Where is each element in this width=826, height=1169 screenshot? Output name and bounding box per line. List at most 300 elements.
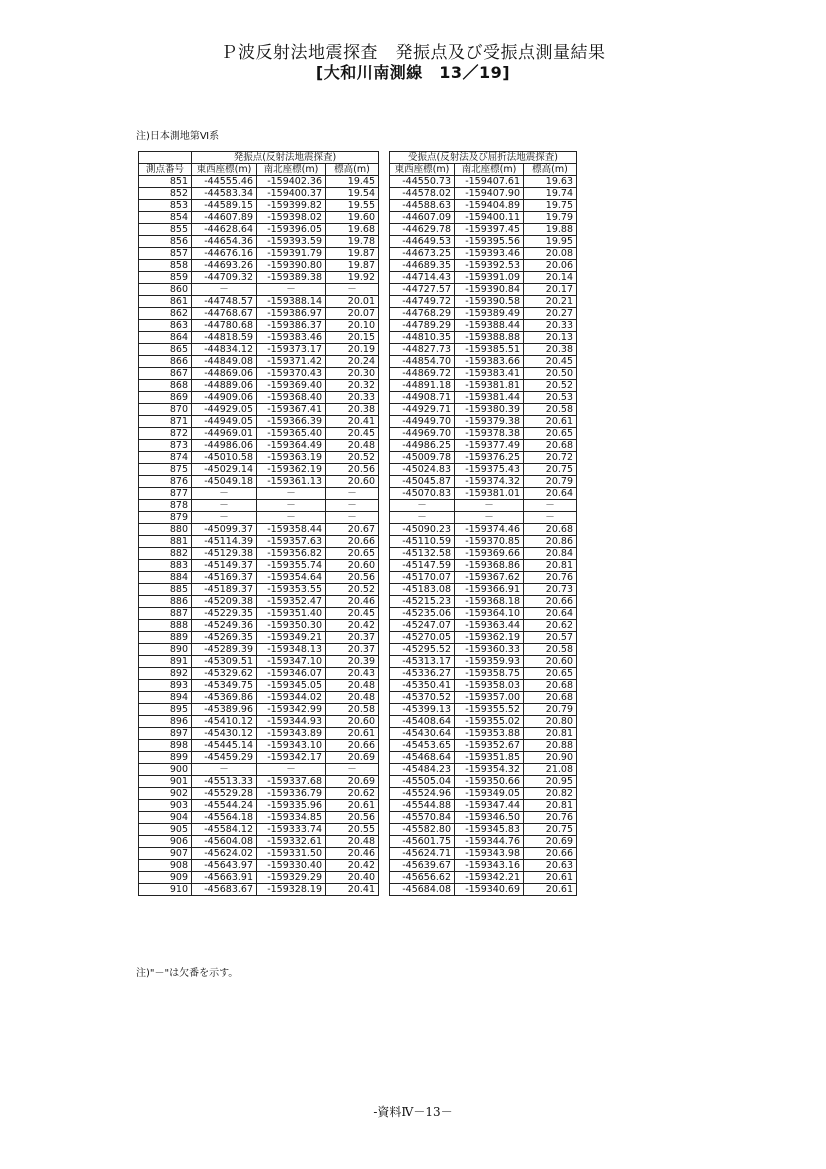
station-no-cell: 886 [139, 596, 192, 608]
source-northing-cell: -159337.68 [257, 776, 326, 788]
receiver-easting-cell: -44929.71 [390, 404, 455, 416]
column-gap [379, 572, 390, 584]
column-gap [379, 692, 390, 704]
source-elevation-cell: 20.33 [326, 392, 379, 404]
receiver-elevation-cell: 20.68 [524, 692, 577, 704]
column-gap [379, 836, 390, 848]
receiver-elevation-cell: 20.79 [524, 476, 577, 488]
column-gap [379, 584, 390, 596]
receiver-easting-cell: -44550.73 [390, 176, 455, 188]
source-elevation-cell: 20.52 [326, 452, 379, 464]
source-northing-cell: -159329.29 [257, 872, 326, 884]
receiver-northing-cell: -159378.38 [455, 428, 524, 440]
source-easting-cell: -45349.75 [192, 680, 257, 692]
column-gap [379, 188, 390, 200]
receiver-northing-cell: -159344.76 [455, 836, 524, 848]
source-easting-cell: -45624.02 [192, 848, 257, 860]
receiver-easting-cell: -45350.41 [390, 680, 455, 692]
source-northing-cell: -159370.43 [257, 368, 326, 380]
receiver-northing-cell: -159352.67 [455, 740, 524, 752]
source-northing-cell: -159350.30 [257, 620, 326, 632]
receiver-northing-cell: － [455, 512, 524, 524]
source-elevation-cell: 19.55 [326, 200, 379, 212]
station-no-cell: 869 [139, 392, 192, 404]
receiver-easting-cell: -44908.71 [390, 392, 455, 404]
source-easting-cell: -45564.18 [192, 812, 257, 824]
source-northing-cell: -159369.40 [257, 380, 326, 392]
source-elevation-cell: 20.39 [326, 656, 379, 668]
column-gap [379, 644, 390, 656]
station-no-cell: 907 [139, 848, 192, 860]
page-subtitle: [大和川南測線 13／19] [315, 63, 511, 82]
column-gap [379, 224, 390, 236]
source-northing-cell: -159332.61 [257, 836, 326, 848]
station-no-cell: 853 [139, 200, 192, 212]
table-row [139, 632, 577, 644]
receiver-elevation-cell: 20.62 [524, 620, 577, 632]
source-northing-cell: -159371.42 [257, 356, 326, 368]
station-no-cell: 852 [139, 188, 192, 200]
receiver-northing-cell: -159374.46 [455, 524, 524, 536]
receiver-elevation-cell: 20.61 [524, 416, 577, 428]
receiver-elevation-cell: 20.88 [524, 740, 577, 752]
station-no-cell: 858 [139, 260, 192, 272]
source-easting-cell: -44986.06 [192, 440, 257, 452]
receiver-northing-cell: -159360.33 [455, 644, 524, 656]
receiver-elevation-cell: 20.27 [524, 308, 577, 320]
receiver-easting-cell: -44588.63 [390, 200, 455, 212]
receiver-easting-cell: -45430.64 [390, 728, 455, 740]
source-northing-cell: -159346.07 [257, 668, 326, 680]
source-elevation-cell: 20.52 [326, 584, 379, 596]
station-no-cell: 900 [139, 764, 192, 776]
receiver-easting-cell: -45183.08 [390, 584, 455, 596]
source-easting-cell: -44909.06 [192, 392, 257, 404]
station-no-cell: 855 [139, 224, 192, 236]
receiver-northing-cell: -159368.86 [455, 560, 524, 572]
receiver-northing-cell: -159347.44 [455, 800, 524, 812]
station-no-cell: 902 [139, 788, 192, 800]
column-header-station-no: 測点番号 [139, 164, 192, 176]
source-northing-cell: -159388.14 [257, 296, 326, 308]
receiver-elevation-cell: 20.52 [524, 380, 577, 392]
receiver-elevation-cell: 20.61 [524, 884, 577, 896]
receiver-elevation-cell: 20.57 [524, 632, 577, 644]
table-row [139, 644, 577, 656]
receiver-easting-cell: -44673.25 [390, 248, 455, 260]
receiver-elevation-cell: 20.58 [524, 644, 577, 656]
source-northing-cell: -159358.44 [257, 524, 326, 536]
column-gap [379, 668, 390, 680]
station-no-cell: 891 [139, 656, 192, 668]
receiver-easting-cell: -45024.83 [390, 464, 455, 476]
receiver-easting-cell: -44827.73 [390, 344, 455, 356]
receiver-northing-cell: -159381.81 [455, 380, 524, 392]
receiver-easting-cell: -45247.07 [390, 620, 455, 632]
table-row [139, 692, 577, 704]
receiver-northing-cell: -159345.83 [455, 824, 524, 836]
source-easting-cell: -44555.46 [192, 176, 257, 188]
source-northing-cell: -159366.39 [257, 416, 326, 428]
source-northing-cell: -159335.96 [257, 800, 326, 812]
table-row [139, 176, 577, 188]
column-gap [379, 260, 390, 272]
source-elevation-cell: 20.60 [326, 476, 379, 488]
receiver-northing-cell: -159381.01 [455, 488, 524, 500]
source-northing-cell: － [257, 764, 326, 776]
receiver-northing-cell: -159375.43 [455, 464, 524, 476]
source-easting-cell: -44834.12 [192, 344, 257, 356]
column-header-source-elevation: 標高(m) [326, 164, 379, 176]
station-no-cell: 904 [139, 812, 192, 824]
receiver-elevation-cell: 20.75 [524, 824, 577, 836]
receiver-northing-cell: -159346.50 [455, 812, 524, 824]
column-header-receiver-easting: 東西座標(m) [390, 164, 455, 176]
receiver-easting-cell: -45090.23 [390, 524, 455, 536]
table-row [139, 224, 577, 236]
source-northing-cell: -159345.05 [257, 680, 326, 692]
page-title: Ｐ波反射法地震探査 発振点及び受振点測量結果 [220, 43, 606, 63]
receiver-easting-cell: -45235.06 [390, 608, 455, 620]
source-elevation-cell: 19.78 [326, 236, 379, 248]
receiver-northing-cell: -159343.98 [455, 848, 524, 860]
column-gap [379, 788, 390, 800]
receiver-easting-cell: -45524.96 [390, 788, 455, 800]
station-no-cell: 859 [139, 272, 192, 284]
receiver-elevation-cell: 20.73 [524, 584, 577, 596]
receiver-northing-cell: -159351.85 [455, 752, 524, 764]
receiver-northing-cell: -159407.61 [455, 176, 524, 188]
source-elevation-cell: 20.69 [326, 752, 379, 764]
table-row [139, 356, 577, 368]
receiver-elevation-cell: 20.53 [524, 392, 577, 404]
source-easting-cell: -45445.14 [192, 740, 257, 752]
station-no-cell: 901 [139, 776, 192, 788]
table-row [139, 452, 577, 464]
table-row [139, 248, 577, 260]
receiver-easting-cell: -45110.59 [390, 536, 455, 548]
column-gap [379, 368, 390, 380]
receiver-easting-cell: -45484.23 [390, 764, 455, 776]
table-row [139, 440, 577, 452]
receiver-northing-cell: -159354.32 [455, 764, 524, 776]
column-gap [379, 176, 390, 188]
source-northing-cell: -159352.47 [257, 596, 326, 608]
source-northing-cell: -159396.05 [257, 224, 326, 236]
receiver-northing-cell: -159385.51 [455, 344, 524, 356]
table-row [139, 212, 577, 224]
receiver-northing-cell: -159366.91 [455, 584, 524, 596]
survey-results-table [138, 151, 577, 896]
column-gap [379, 428, 390, 440]
receiver-northing-cell: -159390.58 [455, 296, 524, 308]
source-easting-cell: -45683.67 [192, 884, 257, 896]
column-gap [379, 776, 390, 788]
source-elevation-cell: 20.37 [326, 644, 379, 656]
source-northing-cell: -159347.10 [257, 656, 326, 668]
table-row [139, 584, 577, 596]
table-row [139, 236, 577, 248]
source-northing-cell: -159344.02 [257, 692, 326, 704]
receiver-northing-cell: -159370.85 [455, 536, 524, 548]
receiver-elevation-cell: 19.63 [524, 176, 577, 188]
source-northing-cell: -159357.63 [257, 536, 326, 548]
receiver-elevation-cell: 20.82 [524, 788, 577, 800]
source-elevation-cell: － [326, 488, 379, 500]
source-easting-cell: -44949.05 [192, 416, 257, 428]
source-northing-cell: -159393.59 [257, 236, 326, 248]
table-row [139, 740, 577, 752]
receiver-easting-cell: -44986.25 [390, 440, 455, 452]
source-easting-cell: -44929.05 [192, 404, 257, 416]
column-gap [379, 380, 390, 392]
source-northing-cell: -159364.49 [257, 440, 326, 452]
receiver-northing-cell: -159368.18 [455, 596, 524, 608]
source-elevation-cell: 20.48 [326, 692, 379, 704]
table-row [139, 284, 577, 296]
station-no-cell: 893 [139, 680, 192, 692]
table-row [139, 404, 577, 416]
station-no-cell: 896 [139, 716, 192, 728]
column-gap [379, 848, 390, 860]
station-no-cell: 889 [139, 632, 192, 644]
source-northing-cell: -159391.79 [257, 248, 326, 260]
table-row [139, 716, 577, 728]
receiver-northing-cell: -159357.00 [455, 692, 524, 704]
receiver-northing-cell: -159355.02 [455, 716, 524, 728]
receiver-elevation-cell: 20.75 [524, 464, 577, 476]
station-no-cell: 892 [139, 668, 192, 680]
column-gap [379, 704, 390, 716]
source-easting-cell: -45309.51 [192, 656, 257, 668]
receiver-northing-cell: -159362.19 [455, 632, 524, 644]
source-northing-cell: － [257, 488, 326, 500]
receiver-elevation-cell: － [524, 500, 577, 512]
table-row [139, 788, 577, 800]
receiver-easting-cell: -45170.07 [390, 572, 455, 584]
column-gap [379, 320, 390, 332]
source-elevation-cell: 20.62 [326, 788, 379, 800]
source-northing-cell: -159351.40 [257, 608, 326, 620]
source-northing-cell: -159342.99 [257, 704, 326, 716]
source-easting-cell: -45604.08 [192, 836, 257, 848]
source-northing-cell: -159354.64 [257, 572, 326, 584]
table-row [139, 524, 577, 536]
receiver-elevation-cell: 20.08 [524, 248, 577, 260]
source-northing-cell: -159343.10 [257, 740, 326, 752]
source-elevation-cell: 20.65 [326, 548, 379, 560]
column-gap [379, 812, 390, 824]
receiver-elevation-cell: 19.74 [524, 188, 577, 200]
station-no-cell: 881 [139, 536, 192, 548]
column-gap [379, 296, 390, 308]
source-northing-cell: -159343.89 [257, 728, 326, 740]
source-northing-cell: -159331.50 [257, 848, 326, 860]
receiver-easting-cell: -45215.23 [390, 596, 455, 608]
source-elevation-cell: 19.92 [326, 272, 379, 284]
column-gap [379, 800, 390, 812]
source-elevation-cell: 20.42 [326, 620, 379, 632]
station-no-cell: 874 [139, 452, 192, 464]
table-row [139, 560, 577, 572]
source-easting-cell: -44818.59 [192, 332, 257, 344]
receiver-easting-cell: -44969.70 [390, 428, 455, 440]
station-no-cell: 862 [139, 308, 192, 320]
source-elevation-cell: 20.60 [326, 716, 379, 728]
source-elevation-cell: 20.24 [326, 356, 379, 368]
table-row [139, 824, 577, 836]
receiver-northing-cell: -159395.56 [455, 236, 524, 248]
column-gap [379, 440, 390, 452]
receiver-elevation-cell: 20.45 [524, 356, 577, 368]
source-easting-cell: -45369.86 [192, 692, 257, 704]
source-northing-cell: － [257, 284, 326, 296]
source-northing-cell: -159363.19 [257, 452, 326, 464]
source-northing-cell: -159373.17 [257, 344, 326, 356]
receiver-northing-cell: -159407.90 [455, 188, 524, 200]
source-easting-cell: － [192, 764, 257, 776]
receiver-easting-cell: -45399.13 [390, 704, 455, 716]
source-elevation-cell: 20.10 [326, 320, 379, 332]
datum-note: 注)日本測地第Ⅵ系 [136, 131, 220, 142]
receiver-elevation-cell: 20.21 [524, 296, 577, 308]
station-no-cell: 878 [139, 500, 192, 512]
receiver-easting-cell: -45601.75 [390, 836, 455, 848]
receiver-northing-cell: -159380.39 [455, 404, 524, 416]
column-gap [379, 524, 390, 536]
receiver-easting-cell: -45453.65 [390, 740, 455, 752]
receiver-elevation-cell: 20.79 [524, 704, 577, 716]
receiver-easting-cell: -45045.87 [390, 476, 455, 488]
station-no-cell: 861 [139, 296, 192, 308]
receiver-elevation-cell: － [524, 512, 577, 524]
receiver-easting-cell: -45684.08 [390, 884, 455, 896]
receiver-easting-cell: -44649.53 [390, 236, 455, 248]
receiver-northing-cell: -159355.52 [455, 704, 524, 716]
station-no-cell: 870 [139, 404, 192, 416]
receiver-northing-cell: -159350.66 [455, 776, 524, 788]
source-elevation-cell: 19.60 [326, 212, 379, 224]
receiver-easting-cell: － [390, 500, 455, 512]
table-row [139, 272, 577, 284]
receiver-elevation-cell: 20.64 [524, 608, 577, 620]
source-elevation-cell: 20.48 [326, 440, 379, 452]
source-elevation-cell: 20.07 [326, 308, 379, 320]
source-elevation-cell: 20.66 [326, 740, 379, 752]
source-easting-cell: － [192, 500, 257, 512]
column-gap [379, 152, 390, 164]
source-easting-cell: -45129.38 [192, 548, 257, 560]
source-elevation-cell: 19.87 [326, 260, 379, 272]
source-northing-cell: -159333.74 [257, 824, 326, 836]
receiver-elevation-cell: 20.86 [524, 536, 577, 548]
column-gap [379, 212, 390, 224]
station-no-cell: 868 [139, 380, 192, 392]
receiver-elevation-cell: 21.08 [524, 764, 577, 776]
source-elevation-cell: － [326, 512, 379, 524]
table-row [139, 344, 577, 356]
column-gap [379, 824, 390, 836]
table-row [139, 392, 577, 404]
table-row [139, 656, 577, 668]
receiver-elevation-cell: 20.76 [524, 572, 577, 584]
source-northing-cell: -159361.13 [257, 476, 326, 488]
source-easting-cell: -45209.38 [192, 596, 257, 608]
column-gap [379, 872, 390, 884]
source-northing-cell: -159355.74 [257, 560, 326, 572]
receiver-elevation-cell: 20.58 [524, 404, 577, 416]
source-elevation-cell: 20.61 [326, 800, 379, 812]
receiver-northing-cell: -159389.49 [455, 308, 524, 320]
source-easting-cell: -45189.37 [192, 584, 257, 596]
table-row [139, 188, 577, 200]
receiver-easting-cell: -44629.78 [390, 224, 455, 236]
column-gap [379, 560, 390, 572]
receiver-easting-cell: -45505.04 [390, 776, 455, 788]
source-northing-cell: -159348.13 [257, 644, 326, 656]
station-no-cell: 895 [139, 704, 192, 716]
receiver-northing-cell: -159359.93 [455, 656, 524, 668]
receiver-elevation-cell: 20.72 [524, 452, 577, 464]
column-gap [379, 512, 390, 524]
source-easting-cell: -45049.18 [192, 476, 257, 488]
source-elevation-cell: 20.56 [326, 572, 379, 584]
receiver-easting-cell: -45639.67 [390, 860, 455, 872]
table-group-header-row [139, 152, 577, 164]
column-gap [379, 752, 390, 764]
source-easting-cell: -44849.08 [192, 356, 257, 368]
column-gap [379, 860, 390, 872]
source-elevation-cell: 20.01 [326, 296, 379, 308]
source-easting-cell: -45430.12 [192, 728, 257, 740]
receiver-northing-cell: -159367.62 [455, 572, 524, 584]
source-elevation-cell: － [326, 500, 379, 512]
receiver-elevation-cell: 20.63 [524, 860, 577, 872]
receiver-easting-cell: -45370.52 [390, 692, 455, 704]
station-no-cell: 854 [139, 212, 192, 224]
source-northing-cell: -159383.46 [257, 332, 326, 344]
source-easting-cell: -45529.28 [192, 788, 257, 800]
table-row [139, 416, 577, 428]
receiver-elevation-cell: 20.17 [524, 284, 577, 296]
receiver-northing-cell: -159374.32 [455, 476, 524, 488]
column-header-receiver-northing: 南北座標(m) [455, 164, 524, 176]
receiver-elevation-cell: 20.68 [524, 524, 577, 536]
receiver-elevation-cell: 19.79 [524, 212, 577, 224]
column-gap [379, 620, 390, 632]
source-northing-cell: -159398.02 [257, 212, 326, 224]
table-row [139, 728, 577, 740]
source-elevation-cell: 20.32 [326, 380, 379, 392]
receiver-northing-cell: -159383.66 [455, 356, 524, 368]
receiver-northing-cell: -159388.88 [455, 332, 524, 344]
receiver-easting-cell: -45570.84 [390, 812, 455, 824]
source-easting-cell: -44693.26 [192, 260, 257, 272]
column-gap [379, 740, 390, 752]
source-elevation-cell: 20.48 [326, 680, 379, 692]
station-no-cell: 905 [139, 824, 192, 836]
receiver-elevation-cell: 20.95 [524, 776, 577, 788]
page-number: -資料Ⅳ－13－ [373, 1105, 453, 1119]
receiver-northing-cell: -159393.46 [455, 248, 524, 260]
column-gap [379, 332, 390, 344]
receiver-northing-cell: -159376.25 [455, 452, 524, 464]
receiver-northing-cell: -159404.89 [455, 200, 524, 212]
source-northing-cell: -159330.40 [257, 860, 326, 872]
source-elevation-cell: 20.66 [326, 536, 379, 548]
source-northing-cell: -159342.17 [257, 752, 326, 764]
station-no-cell: 884 [139, 572, 192, 584]
